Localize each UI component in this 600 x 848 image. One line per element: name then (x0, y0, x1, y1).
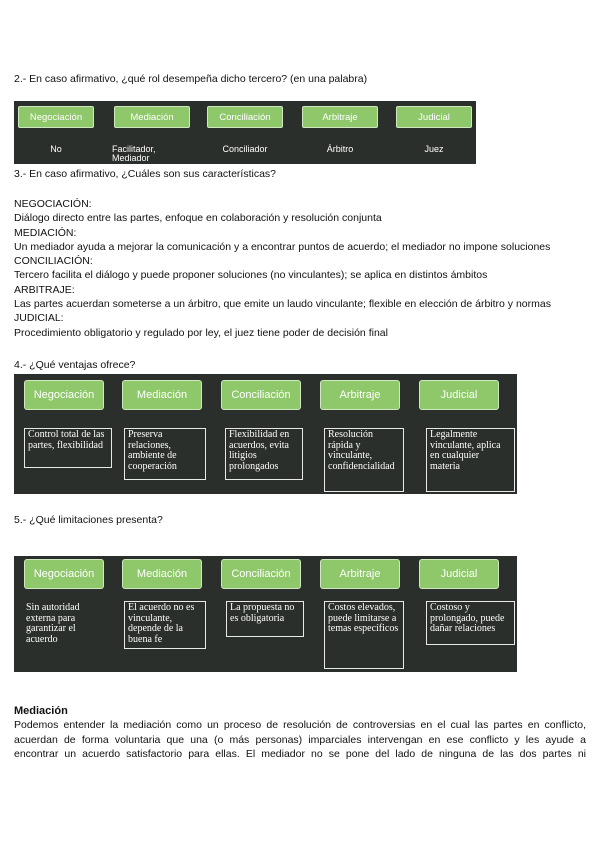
chip-judicial: Judicial (396, 106, 472, 128)
characteristics-list (14, 197, 551, 340)
lim-box-mediacion: El acuerdo no es vinculante, depende de la buena fe (124, 601, 206, 649)
lim-chip-judicial: Judicial (419, 559, 499, 589)
lim-box-judicial: Costoso y prolongado, puede dañar relaciones (426, 601, 515, 645)
char-text-negociacion: Diálogo directo entre las partes, enfoque en colaboración y resolución conjunta (14, 212, 382, 225)
advantages-diagram (14, 374, 517, 494)
roles-diagram (14, 101, 476, 164)
adv-box-mediacion: Preserva relaciones, ambiente de cooperación (124, 428, 206, 480)
char-text-conciliacion: Tercero facilita el diálogo y puede proponer soluciones (no vinculantes); se aplica en distintos ámbitos (14, 269, 488, 282)
adv-chip-conciliacion: Conciliación (221, 380, 301, 410)
mediacion-line-3: encontrar un acuerdo satisfactorio para ellas. El mediador no se pone del lado de ninguna de las dos partes ni (14, 748, 586, 760)
char-label-negociacion: NEGOCIACIÓN: (14, 198, 92, 210)
adv-chip-judicial: Judicial (419, 380, 499, 410)
char-text-arbitraje: Las partes acuerdan someterse a un árbitro, que emite un laudo vinculante; flexible en elección de árbitro y normas (14, 298, 551, 311)
char-text-mediacion: Un mediador ayuda a mejorar la comunicación y a encontrar puntos de acuerdo; el mediador no impone soluciones (14, 240, 551, 253)
adv-box-arbitraje: Resolución rápida y vinculante, confidencialidad (324, 428, 404, 492)
char-text-judicial: Procedimiento obligatorio y regulado por ley, el juez tiene poder de decisión final (14, 326, 388, 339)
mediacion-heading: Mediación (14, 705, 68, 717)
role-arbitraje: Árbitro (326, 144, 354, 154)
role-negociacion: No (50, 144, 62, 154)
mediacion-line-2: acuerdan de forma voluntaria que una (o más personas) imparciales intervengan en ese conflicto y les ayude a (14, 733, 586, 746)
char-label-judicial: JUDICIAL: (14, 312, 64, 325)
chip-conciliacion: Conciliación (207, 106, 283, 128)
lim-chip-conciliacion: Conciliación (221, 559, 301, 589)
lim-chip-arbitraje: Arbitraje (320, 559, 400, 589)
chip-negociacion: Negociación (18, 106, 94, 128)
lim-chip-mediacion: Mediación (122, 559, 202, 589)
question-2: 2.- En caso afirmativo, ¿qué rol desempeña dicho tercero? (en una palabra) (14, 73, 368, 85)
question-5: 5.- ¿Qué limitaciones presenta? (14, 514, 163, 526)
adv-chip-arbitraje: Arbitraje (320, 380, 400, 410)
char-label-arbitraje: ARBITRAJE: (14, 283, 75, 296)
mediacion-paragraph (14, 718, 586, 762)
adv-box-judicial: Legalmente vinculante, aplica en cualquier materia (426, 428, 515, 492)
adv-box-negociacion: Control total de las partes, flexibilidad (24, 428, 112, 468)
lim-box-conciliacion: La propuesta no es obligatoria (226, 601, 304, 637)
chip-mediacion: Mediación (114, 106, 190, 128)
adv-box-conciliacion: Flexibilidad en acuerdos, evita litigios prolongados (225, 428, 303, 480)
lim-box-arbitraje: Costos elevados, puede limitarse a temas específicos (324, 601, 404, 669)
role-conciliacion: Conciliador (222, 144, 268, 154)
adv-chip-mediacion: Mediación (122, 380, 202, 410)
lim-chip-negociacion: Negociación (24, 559, 104, 589)
char-label-mediacion: MEDIACIÓN: (14, 226, 77, 239)
role-judicial: Juez (424, 144, 444, 154)
lim-box-negociacion: Sin autoridad externa para garantizar el acuerdo (26, 602, 80, 645)
limitations-diagram (14, 556, 517, 672)
role-mediacion: Facilitador, Mediador (112, 144, 156, 163)
mediacion-line-1: Podemos entender la mediación como un proceso de resolución de controversias en el cual las partes en conflicto, (14, 719, 586, 731)
chip-arbitraje: Arbitraje (302, 106, 378, 128)
question-3: 3.- En caso afirmativo, ¿Cuáles son sus características? (14, 168, 277, 180)
char-label-conciliacion: CONCILIACIÓN: (14, 255, 93, 268)
adv-chip-negociacion: Negociación (24, 380, 104, 410)
question-4: 4.- ¿Qué ventajas ofrece? (14, 359, 136, 371)
